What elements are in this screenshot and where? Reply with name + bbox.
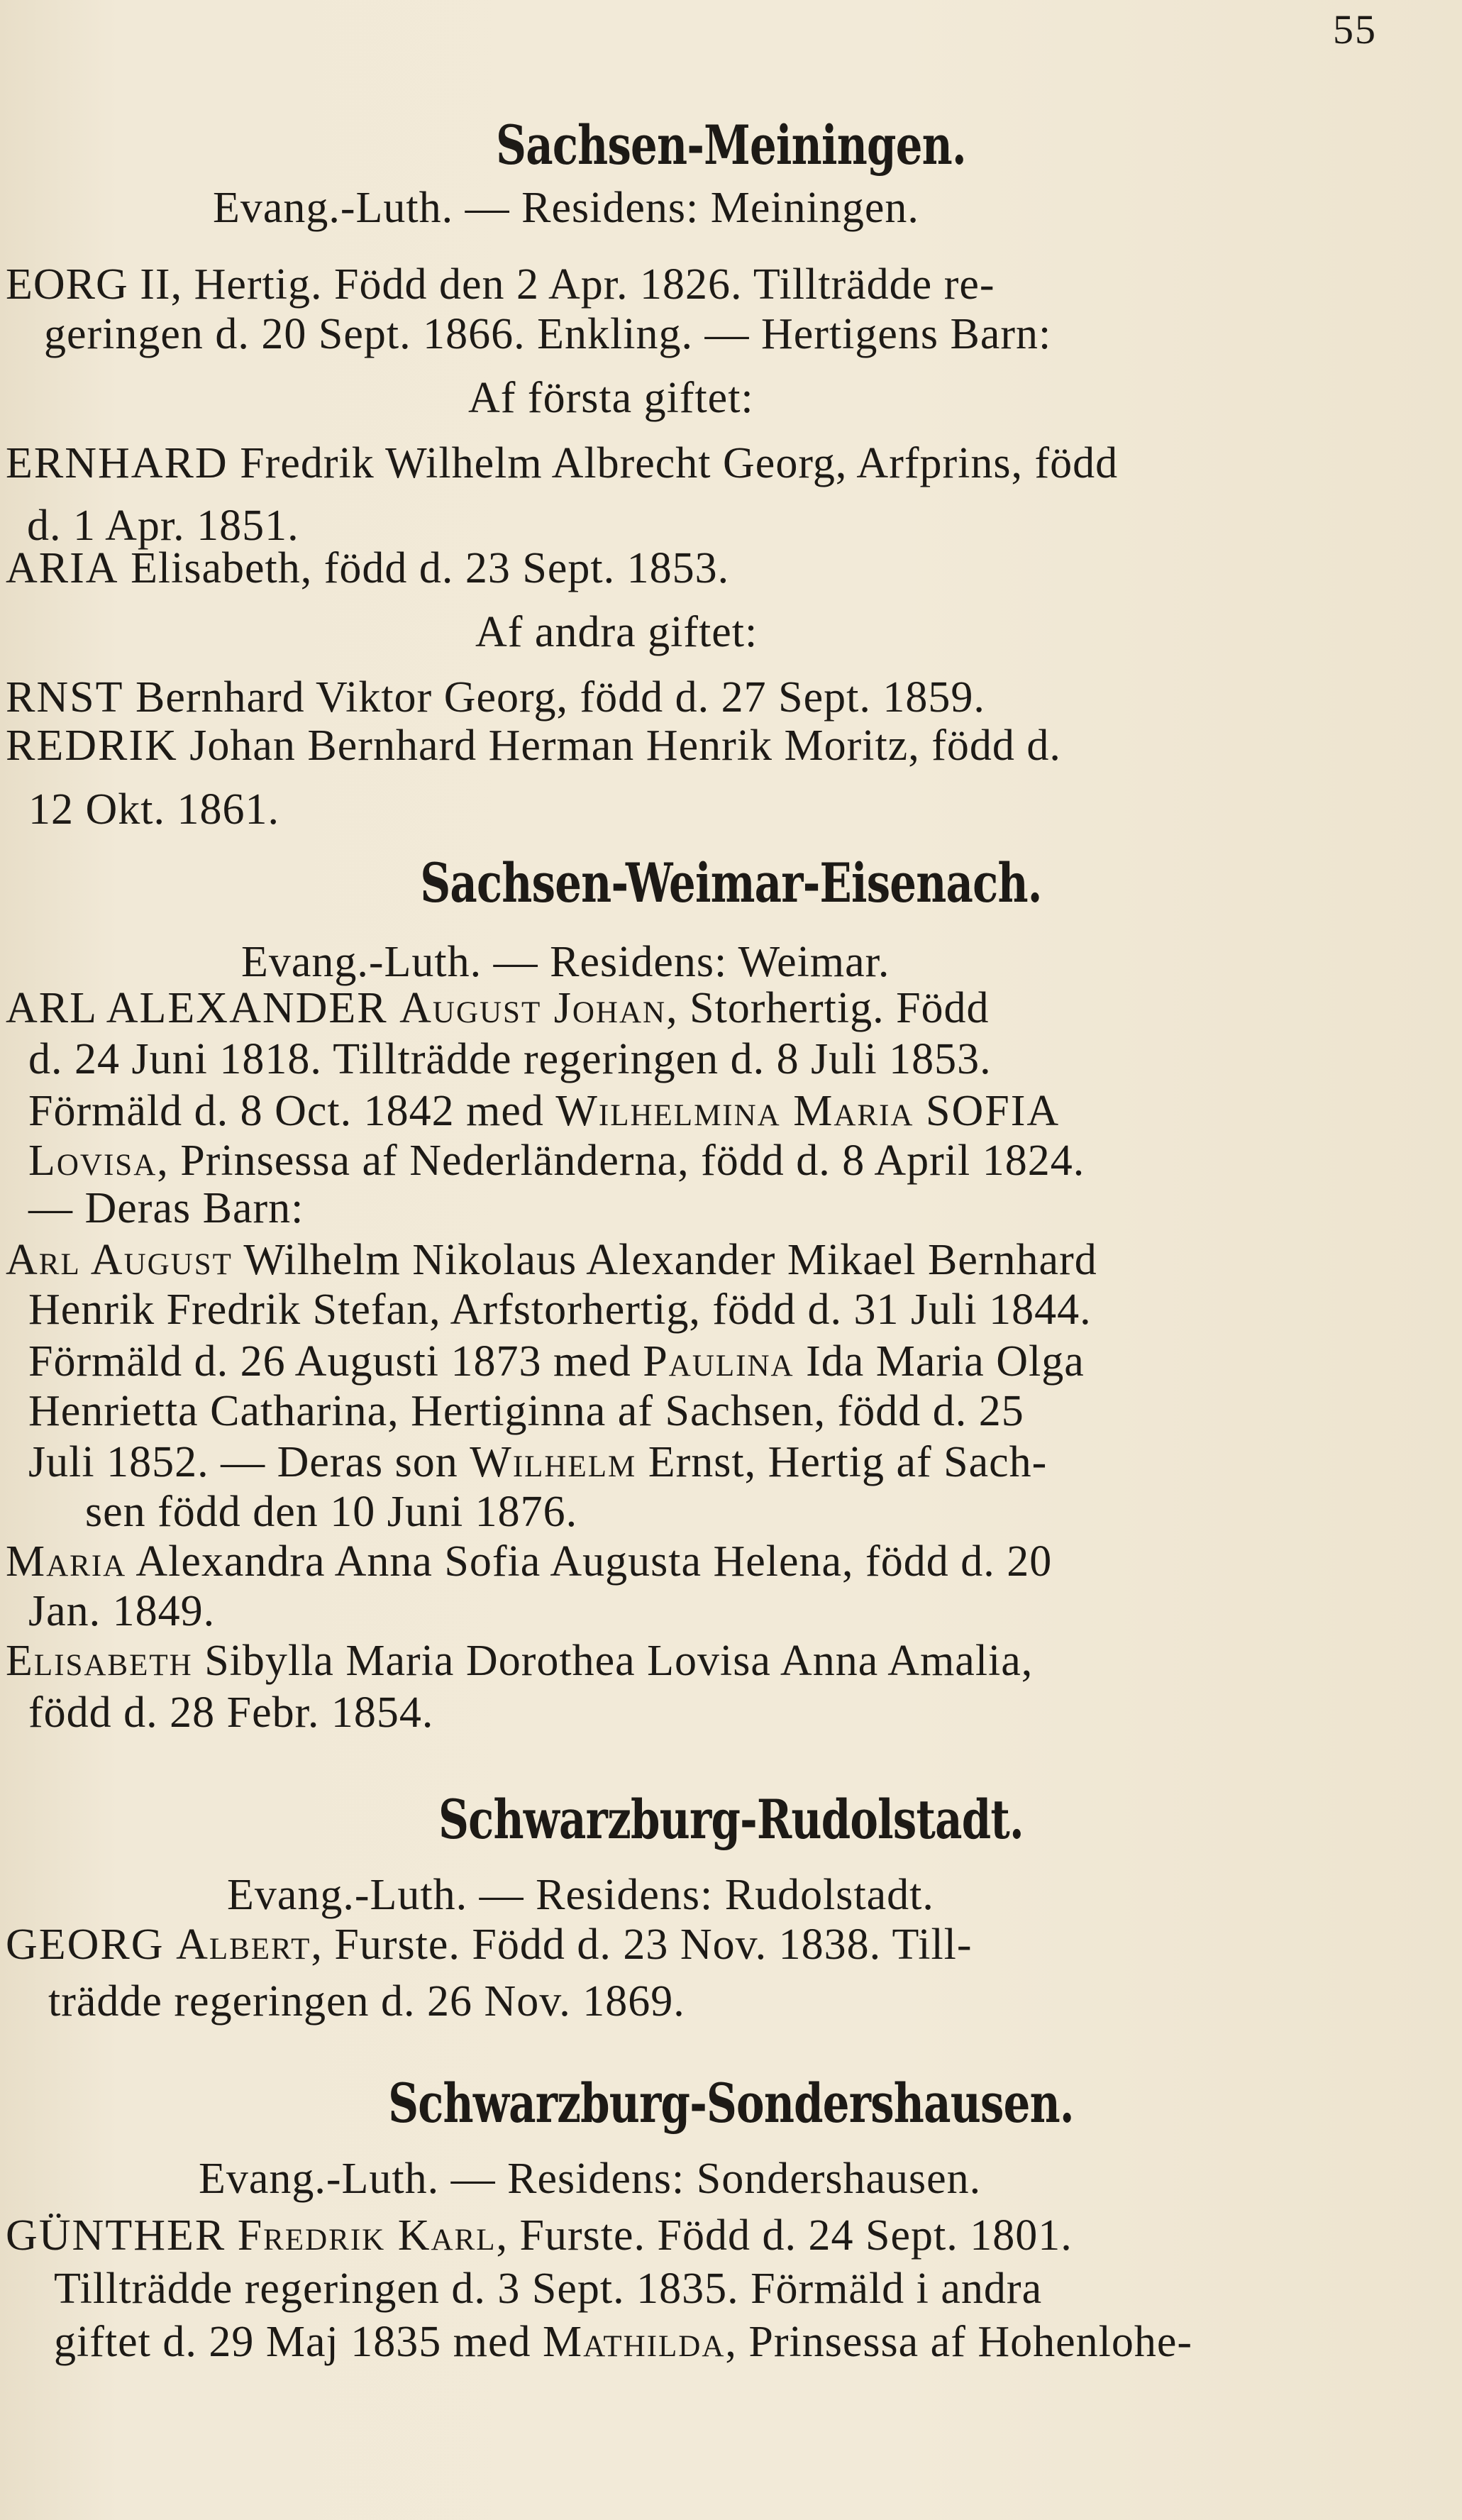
ruler-name: ARL ALEXANDER [6, 984, 388, 1032]
ruler-names: August Johan [399, 984, 667, 1032]
entry-text: giftet d. 29 Maj 1835 med [54, 2318, 531, 2366]
spouse-name-caps: SOFIA [925, 1087, 1060, 1135]
spouse-name: Wilhelmina Maria [555, 1087, 914, 1135]
text-line: — Deras Barn: [28, 1184, 304, 1232]
name-prefix: REDRIK [6, 722, 178, 770]
ruler-names: Fredrik Karl [237, 2211, 497, 2260]
name-prefix: ERNHARD [6, 439, 228, 487]
entry-line [6, 1923, 973, 1967]
page-number: 55 [1333, 6, 1377, 52]
entry-text: Ida Maria Olga [806, 1337, 1085, 1386]
ruler-names: Albert [176, 1921, 311, 1969]
text-line: trädde regeringen d. 26 Nov. 1869. [48, 1977, 685, 2026]
subheading-line: Af första giftet: [468, 374, 754, 422]
ruler-name: GÜNTHER [6, 2211, 226, 2260]
entry-line [28, 1337, 1085, 1386]
entry-text: , Storhertig. Född [666, 984, 990, 1032]
section-title-sachsen-weimar-eisenach: Sachsen-Weimar-Eisenach. [420, 851, 1042, 914]
entry-text: Förmäld d. 8 Oct. 1842 med [28, 1087, 544, 1135]
name-prefix: ARIA [6, 544, 119, 592]
text-line: d. 1 Apr. 1851. [27, 502, 299, 550]
entry-line [28, 1139, 1085, 1183]
name-prefix: Arl August [6, 1236, 233, 1284]
entry-line [6, 724, 1061, 768]
text-line: EORG II, Hertig. Född den 2 Apr. 1826. Tillträdde re- [6, 260, 995, 309]
residence-line: Evang.-Luth. — Residens: Meiningen. [213, 184, 919, 232]
section-title-sachsen-meiningen: Sachsen-Meiningen. [496, 114, 966, 177]
text-line: Jan. 1849. [28, 1587, 216, 1635]
entry-text: Elisabeth, född d. 23 Sept. 1853. [131, 544, 730, 592]
text-line: d. 24 Juni 1818. Tillträdde regeringen d. 8 Juli 1853. [28, 1035, 992, 1083]
entry-line [6, 1639, 1033, 1683]
section-title-schwarzburg-sondershausen: Schwarzburg-Sondershausen. [388, 2072, 1074, 2135]
entry-text: , Furste. Född d. 23 Nov. 1838. Till- [311, 1921, 973, 1969]
text-line: sen född den 10 Juni 1876. [85, 1488, 578, 1536]
name-prefix: RNST [6, 673, 124, 722]
entry-text: , Furste. Född d. 24 Sept. 1801. [496, 2211, 1073, 2260]
entry-line [6, 441, 1118, 485]
subheading-line: Af andra giftet: [475, 608, 758, 656]
name-prefix: Elisabeth [6, 1637, 193, 1685]
spouse-name: Paulina [643, 1337, 794, 1386]
residence-line: Evang.-Luth. — Residens: Sondershausen. [199, 2155, 982, 2203]
entry-line [28, 1440, 1047, 1484]
name-prefix: Maria [6, 1537, 127, 1586]
entry-line [6, 546, 729, 590]
ruler-name: GEORG [6, 1921, 165, 1969]
spouse-name: Mathilda [542, 2318, 726, 2366]
text-line: född d. 28 Febr. 1854. [28, 1689, 434, 1737]
entry-text: Alexandra Anna Sofia Augusta Helena, född d. 20 [135, 1537, 1053, 1586]
entry-line [6, 673, 985, 722]
entry-text: Juli 1852. — Deras son [28, 1438, 458, 1486]
entry-text: Bernhard Viktor Georg, född d. 27 Sept. 1859. [135, 673, 985, 722]
section-title-schwarzburg-rudolstadt: Schwarzburg-Rudolstadt. [438, 1788, 1024, 1851]
text-line: 12 Okt. 1861. [28, 785, 279, 834]
residence-line: Evang.-Luth. — Residens: Rudolstadt. [227, 1871, 934, 1919]
residence-line: Evang.-Luth. — Residens: Weimar. [241, 938, 890, 986]
entry-text: Förmäld d. 26 Augusti 1873 med [28, 1337, 631, 1386]
entry-line [6, 986, 990, 1030]
entry-text: Fredrik Wilhelm Albrecht Georg, Arfprins, född [240, 439, 1119, 487]
entry-line [6, 1238, 1097, 1282]
spouse-name: Lovisa [28, 1137, 157, 1185]
entry-text: Johan Bernhard Herman Henrik Moritz, född d. [189, 722, 1061, 770]
entry-text: Sibylla Maria Dorothea Lovisa Anna Amalia, [204, 1637, 1034, 1685]
text-line: Tillträdde regeringen d. 3 Sept. 1835. Förmäld i andra [54, 2265, 1043, 2313]
entry-line [28, 1089, 1060, 1133]
text-line: Henrietta Catharina, Hertiginna af Sachsen, född d. 25 [28, 1387, 1024, 1435]
text-line: geringen d. 20 Sept. 1866. Enkling. — Hertigens Barn: [44, 310, 1052, 358]
entry-text: Wilhelm Nikolaus Alexander Mikael Bernhard [243, 1236, 1097, 1284]
entry-text: Ernst, Hertig af Sach- [648, 1438, 1048, 1486]
entry-line [6, 1537, 1053, 1586]
entry-text: , Prinsessa af Hohenlohe- [725, 2318, 1193, 2366]
entry-line [6, 2211, 1073, 2260]
son-name: Wilhelm [470, 1438, 637, 1486]
text-line: Henrik Fredrik Stefan, Arfstorhertig, född d. 31 Juli 1844. [28, 1286, 1092, 1334]
entry-text: , Prinsessa af Nederländerna, född d. 8 April 1824. [157, 1137, 1085, 1185]
entry-line [54, 2320, 1192, 2364]
